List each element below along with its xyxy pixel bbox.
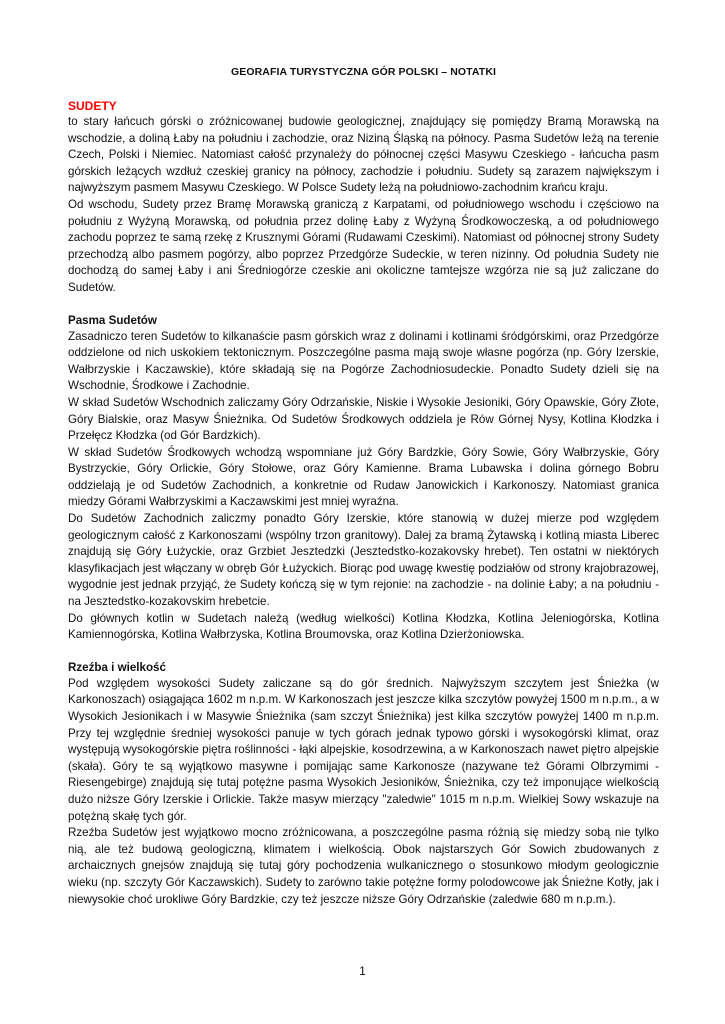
section-spacer bbox=[68, 644, 659, 660]
paragraph: Zasadniczo teren Sudetów to kilkanaście pasm górskich wraz z dolinami i kotlinami śródgórskimi, oraz Przedgórze oddzielone od nich uskokiem tektonicznym. Poszczególne pasma mają swoje własne pogórza (np. Góry Izerskie, Wałbrzyskie i Kaczawskie), które składają się na Pogórze Zachodniosudeckie. Ponadto Sudety dzieli się na Wschodnie, Środkowe i Zachodnie. bbox=[68, 329, 659, 393]
section-heading: Rzeźba i wielkość bbox=[68, 660, 166, 674]
paragraph: Rzeźba Sudetów jest wyjątkowo mocno zróżnicowana, a poszczególne pasma różnią się miedzy sobą nie tylko nią, ale też budową geologiczną, klimatem i wielkością. Obok najstarszych Gór Sowich zbudowanych z archaicznych gnejsów znajdują się tutaj góry pochodzenia wulkanicznego o stosunkowo młodym geologicznie wieku (np. szczyty Gór Kaczawskich). Sudety to zarówno takie potężne formy polodowcowe jak Śnieżne Kotły, jak i niewysokie choć urokliwe Góry Bardzkie, czy też jeszcze niższe Góry Odrzańskie (zaledwie 680 m n.p.m.). bbox=[68, 826, 659, 906]
page-number: 1 bbox=[359, 964, 366, 978]
paragraph: W skład Sudetów Wschodnich zaliczamy Góry Odrzańskie, Niskie i Wysokie Jesioniki, Góry Opawskie, Góry Złote, Góry Bialskie, oraz Masyw Śnieżnika. Od Sudetów Środkowych oddziela je Rów Górnej Nysy, Kotlina Kłodzka i Przełęcz Kłodzka (od Gór Bardzkich). bbox=[68, 395, 659, 443]
document-title: GEORAFIA TURYSTYCZNA GÓR POLSKI – NOTATKI bbox=[230, 66, 497, 78]
section-heading: Pasma Sudetów bbox=[68, 313, 157, 327]
section-heading: SUDETY bbox=[68, 99, 117, 113]
paragraph: to stary łańcuch górski o zróżnicowanej budowie geologicznej, znajdujący się pomiędzy Bramą Morawską na wschodzie, a doliną Łaby na południu i zachodzie, oraz Niziną Śląską na północy. Pasma Sudetów leżą na terenie Czech, Polski i Niemiec. Natomiast całość przynależy do północnej części Masywu Czeskiego - łańcucha pasm górskich leżących wzdłuż czeskiej granicy na północy, zachodzie i południu. Sudety są zarazem największym i najwyższym pasmem Masywu Czeskiego. W Polsce Sudety leżą na południowo-zachodnim krańcu kraju. bbox=[68, 115, 659, 195]
paragraph: Do Sudetów Zachodnich zaliczmy ponadto Góry Izerskie, które stanowią w dużej mierze pod względem geologicznym całość z Karkonoszami (wspólny trzon granitowy). Dalej za bramą Żytawską i kotliną miasta Liberec znajdują się Góry Łużyckie, oraz Grzbiet Jesztedzki (Jesztedstko-kozakovsky hrebet). Ten ostatni w niektórych klasyfikacjach jest włączany w obręb Gór Łużyckich. Biorąc pod uwagę kwestię podziałów od strony krajobrazowej, wygodnie jest jednak przyjąć, że Sudety kończą się w tym rejonie: na zachodzie - na dolinie Łaby; a na południu - na Jesztedstko-kozakovskim hrebetcie. bbox=[68, 512, 659, 609]
section-rzezba-i-wielkosc bbox=[68, 660, 659, 908]
paragraph: Do głównych kotlin w Sudetach należą (według wielkości) Kotlina Kłodzka, Kotlina Jeleniogórska, Kotlina Kamiennogórska, Kotlina Wałbrzyska, Kotlina Broumovska, oraz Kotlina Dzierżoniowska. bbox=[68, 611, 659, 642]
section-pasma-sudetow bbox=[68, 313, 659, 644]
paragraph: Od wschodu, Sudety przez Bramę Morawską graniczą z Karpatami, od południowego wschodu i częściowo na południu z Wyżyną Morawską, od południa przez dolinę Łaby z Wyżyną Środkowoczeską, a od południowego zachodu poprzez te samą rzekę z Krusznymi Górami (Rudawami Czeskimi). Natomiast od północnej strony Sudety przechodzą albo pasmem pogórzy, albo poprzez Przedgórze Sudeckie, w teren nizinny. Od południa Sudety nie dochodzą do samej Łaby i ani Średniogórze czeskie ani okoliczne tamtejsze wzgórza nie są już zaliczane do Sudetów. bbox=[68, 197, 659, 294]
section-spacer bbox=[68, 297, 659, 313]
paragraph: Pod względem wysokości Sudety zaliczane są do gór średnich. Najwyższym szczytem jest Śnieżka (w Karkonoszach) osiągająca 1602 m n.p.m. W Karkonoszach jest jeszcze kilka szczytów powyżej 1500 m n.p.m., a w Wysokich Jesionikach i w Masywie Śnieżnika (sam szczyt Śnieżnika) jest kilka szczytów powyżej 1400 m n.p.m. Przy tej względnie średniej wysokości panuje w tych górach jednak typowo górski i wysokogórski klimat, oraz występują wysokogórskie piętra roślinności - łąki alpejskie, kosodrzewina, a w Karkonoszach nawet piętro alpejskie (skała). Góry te są wyjątkowo masywne i pomijając same Karkonosze (nazywane też Górami Olbrzymimi - Riesengebirge) znajdują się tutaj potężne pasma Wysokich Jesioników, Śnieżnika, czy też imponujące wielkością dużo niższe Góry Izerskie i Orlickie. Także masyw mierzący "zaledwie" 1015 m n.p.m. Wielkiej Sowy wskazuje na potężną skałę tych gór. bbox=[68, 676, 659, 823]
paragraph: W skład Sudetów Środkowych wchodzą wspomniane już Góry Bardzkie, Góry Sowie, Góry Wałbrzyskie, Góry Bystrzyckie, Góry Orlickie, Góry Stołowe, oraz Góry Kamienne. Brama Lubawska i dolina górnego Bobru oddzielają je od Sudetów Zachodnich, a konkretnie od Rudaw Janowickich i Karkonoszy. Natomiast granica miedzy Górami Wałbrzyskimi a Kaczawskimi jest mniej wyraźna. bbox=[68, 445, 659, 509]
section-sudety bbox=[68, 98, 659, 297]
